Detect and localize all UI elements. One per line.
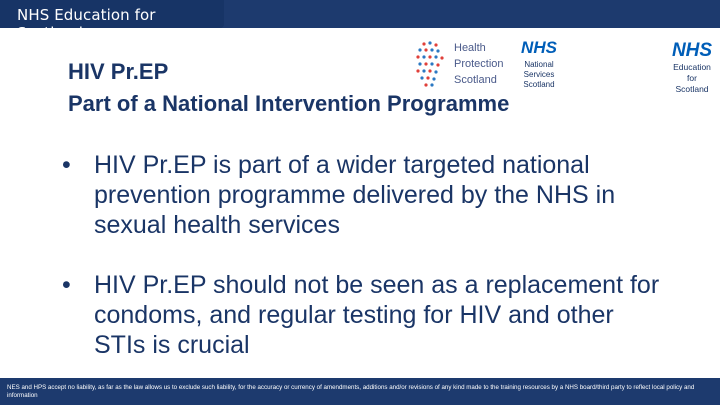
bullet-dot-icon: •: [62, 151, 71, 179]
nss-line-3: Scotland: [523, 80, 555, 89]
top-banner: [0, 0, 720, 42]
banner-tab: [0, 0, 224, 42]
nss-nhs-mark: NHS: [521, 38, 557, 57]
hps-line-3: Scotland: [454, 74, 497, 86]
nhs-national-services-scotland-logo: [514, 38, 564, 94]
bullet-dot-icon: •: [62, 271, 71, 299]
nes-nhs-mark: NHS: [671, 40, 713, 61]
bullet-text: HIV Pr.EP is part of a wider targeted national prevention programme delivered by the NHS in sexual health services: [94, 151, 616, 239]
bullet-item: [62, 270, 672, 360]
hps-line-2: Protection: [454, 58, 504, 70]
bullet-item: [62, 150, 672, 240]
health-protection-scotland-logo: [414, 38, 504, 92]
nes-line-2: for: [687, 73, 697, 83]
footer-disclaimer-bar: [0, 378, 720, 405]
slide-subtitle: Part of a National Intervention Programme: [68, 91, 510, 116]
nss-line-1: National: [524, 60, 554, 69]
bullet-text: HIV Pr.EP should not be seen as a replacement for condoms, and regular testing for HIV and other STIs is crucial: [94, 271, 660, 359]
banner-org-name: NHS Education for Scotland: [17, 6, 156, 42]
nes-line-1: Education: [673, 62, 711, 72]
bullet-list: [62, 150, 672, 360]
nss-line-2: Services: [523, 70, 555, 79]
nes-line-3: Scotland: [675, 84, 709, 94]
hps-dots-icon: [416, 41, 443, 86]
slide-title: HIV Pr.EP: [68, 59, 169, 84]
hps-line-1: Health: [454, 42, 486, 54]
footer-disclaimer: NES and HPS accept no liability, as far as the law allows us to exclude such liability, for the accuracy or currency of amendments, additions and/or revisions of any kind made to the training resources by a NHS board/third party to reflect local policy and information: [7, 384, 695, 399]
nhs-education-for-scotland-logo: [668, 38, 716, 100]
